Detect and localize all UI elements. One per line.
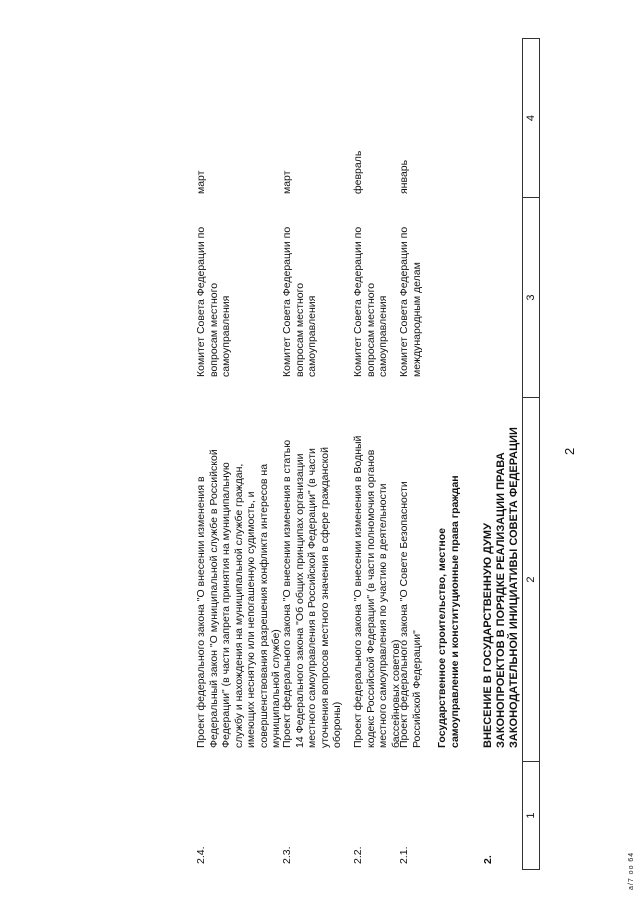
row-month: февраль [352,150,364,194]
row-text: Проект федерального закона "О внесении изменения в Федеральный закон "О муниципальной службе в Российской Федерации" (в части запрета принятия на муниципальную службу и нахождения на муниципальной службе граждан, имеющих неснятую или непогашенную судимость, и совершенствования разрешения конфликта интересов на муниципальной службе) [195,449,282,748]
row-number: 2.1. [398,846,410,864]
row-text: Проект федерального закона "О Совете Безопасности Российской Федерации" [398,481,423,748]
row-number: 2.4. [195,846,207,864]
page-number: 2 [562,447,577,455]
row-number: 2.2. [352,846,364,864]
row-number: 2.3. [281,846,293,864]
row-text: Проект федерального закона "О внесении изменения в Водный кодекс Российской Федерации" (в части полномочия органов местного самоуправления по участию в деятельности бассейновых советов) [352,435,402,748]
row-month: март [281,170,293,194]
subsection-title: Государственное строительство, местное самоуправление и конституционные права граждан [436,475,461,748]
footer-code: a/7 oo 64 [628,851,635,890]
section-title: ВНЕСЕНИЕ В ГОСУДАРСТВЕННУЮ ДУМУ ЗАКОНОПРОЕКТОВ В ПОРЯДКЕ РЕАЛИЗАЦИИ ПРАВА ЗАКОНОДАТЕЛЬНОЙ ИНИЦИАТИВЫ СОВЕТА ФЕДЕРАЦИИ [482,427,520,748]
column-number-1: 1 [523,761,539,869]
row-month: март [195,170,207,194]
row-month: январь [398,159,410,194]
column-number-2: 2 [523,397,539,761]
row-committee: Комитет Совета Федерации по вопросам местного самоуправления [195,226,232,377]
section-number: 2. [482,855,494,864]
row-text: Проект федерального закона "О внесении изменения в статью 14 Федерального закона "Об общих принципах организации местного самоуправления в Российской Федерации" (в части уточнения вопросов местного значения в сфере гражданской обороны) [281,439,343,748]
table-column-header [522,38,540,870]
column-number-4: 4 [525,114,537,122]
row-committee: Комитет Совета Федерации по международным делам [398,226,423,377]
row-committee: Комитет Совета Федерации по вопросам местного самоуправления [281,226,318,377]
column-number-3: 3 [523,197,539,397]
row-committee: Комитет Совета Федерации по вопросам местного самоуправления [352,226,389,377]
